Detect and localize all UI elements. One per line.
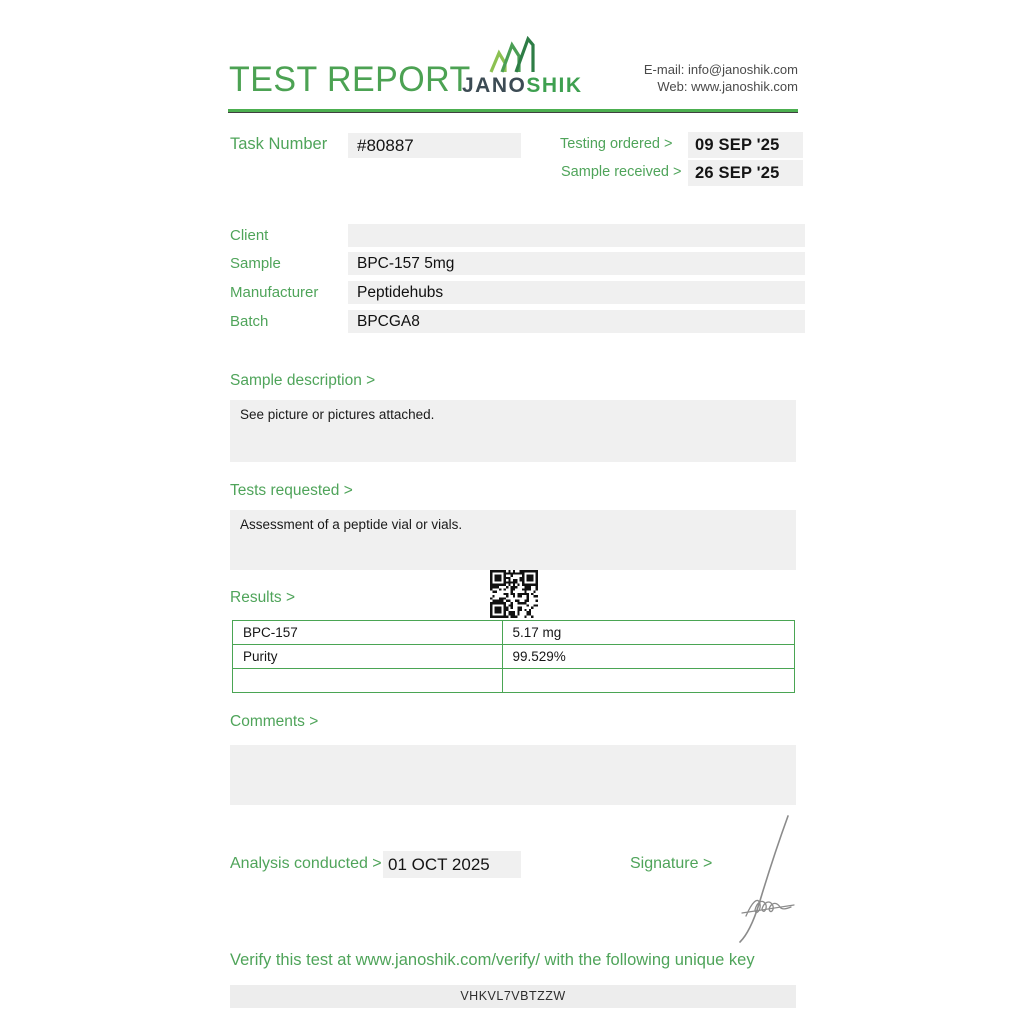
qr-code <box>490 570 538 618</box>
header-divider <box>228 109 798 113</box>
result-value <box>502 669 794 693</box>
client-value <box>348 224 805 247</box>
tests-requested-box <box>230 510 796 570</box>
task-number-value: #80887 <box>348 133 521 158</box>
signature-label: Signature > <box>630 855 713 872</box>
batch-value: BPCGA8 <box>348 310 805 333</box>
result-value: 99.529% <box>502 645 794 669</box>
web-line <box>598 78 798 95</box>
tests-requested-text: Assessment of a peptide vial or vials. <box>240 517 463 532</box>
results-label: Results > <box>230 589 296 606</box>
sample-received-value: 26 SEP '25 <box>688 160 803 186</box>
page-title: TEST REPORT <box>229 60 471 99</box>
web-label: Web: <box>657 79 688 94</box>
manufacturer-label: Manufacturer <box>230 284 319 301</box>
email-label: E-mail: <box>643 62 685 77</box>
logo-wordmark <box>462 74 583 98</box>
batch-label: Batch <box>230 313 269 330</box>
client-label: Client <box>230 227 269 244</box>
sample-value: BPC-157 5mg <box>348 252 805 275</box>
web-value: www.janoshik.com <box>691 79 798 94</box>
result-name: BPC-157 <box>233 621 503 645</box>
result-value: 5.17 mg <box>502 621 794 645</box>
table-row <box>233 669 795 693</box>
comments-box <box>230 745 796 805</box>
bar-chart-icon <box>484 36 540 74</box>
sample-description-box <box>230 400 796 462</box>
testing-ordered-label: Testing ordered > <box>560 136 673 152</box>
results-table <box>232 620 795 693</box>
sample-received-label: Sample received > <box>561 164 682 180</box>
sample-description-label: Sample description > <box>230 372 376 389</box>
result-name <box>233 669 503 693</box>
result-name: Purity <box>233 645 503 669</box>
logo-jano: JANO <box>462 74 527 97</box>
logo-shik: SHIK <box>526 74 583 97</box>
task-number-label: Task Number <box>230 135 328 153</box>
unique-key-value: VHKVL7VBTZZW <box>230 985 796 1008</box>
manufacturer-value: Peptidehubs <box>348 281 805 304</box>
testing-ordered-value: 09 SEP '25 <box>688 132 803 158</box>
comments-text <box>230 745 796 759</box>
signature-image <box>712 812 802 944</box>
email-line <box>598 61 798 78</box>
sample-description-text: See picture or pictures attached. <box>240 407 435 422</box>
sample-label: Sample <box>230 255 281 272</box>
comments-label: Comments > <box>230 713 319 730</box>
table-row <box>233 645 795 669</box>
analysis-conducted-value: 01 OCT 2025 <box>383 851 521 878</box>
contact-info <box>598 61 798 95</box>
table-row <box>233 621 795 645</box>
tests-requested-label: Tests requested > <box>230 482 353 499</box>
company-logo <box>462 36 583 98</box>
analysis-conducted-label: Analysis conducted > <box>230 855 382 872</box>
verify-text: Verify this test at www.janoshik.com/verify/ with the following unique key <box>230 951 755 969</box>
email-value: info@janoshik.com <box>687 62 798 77</box>
